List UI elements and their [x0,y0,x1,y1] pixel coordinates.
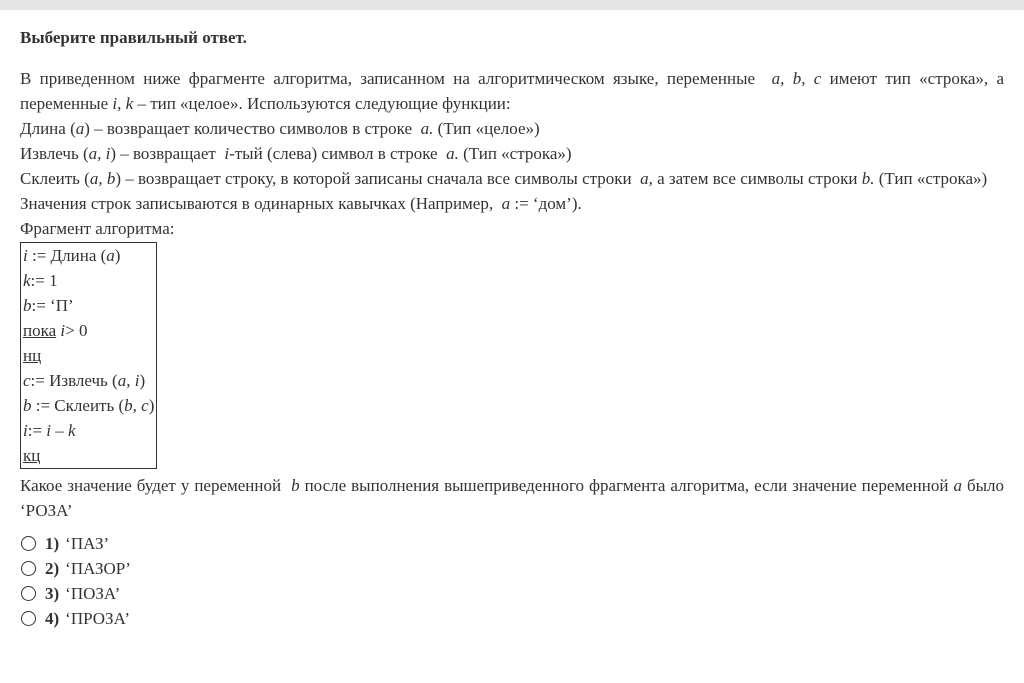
answer-option-2[interactable]: 2) ‘ПАЗОР’ [20,556,1004,581]
function-extract-desc: Извлечь (a, i) – возвращает i-тый (слева) символ в строке a. (Тип «строка») [20,144,572,163]
answer-option-4[interactable]: 4) ‘ПРОЗА’ [20,606,1004,631]
code-line-7: b := Склеить (b, c) [23,396,155,415]
code-line-6: c:= Извлечь (a, i) [23,371,146,390]
question-text: Какое значение будет у переменной b после выполнения вышеприведенного фрагмента алгоритма, если значение переменной a было ‘РОЗА’ [20,476,1004,520]
code-line-3: b:= ‘П’ [23,296,74,315]
code-line-2: k:= 1 [23,271,58,290]
code-line-4: пока i> 0 [23,321,88,340]
radio-button-2[interactable] [21,561,36,576]
algorithm-code-box [20,242,157,469]
code-line-5: нц [23,346,42,365]
question-panel [20,10,1004,631]
function-length-desc: Длина (a) – возвращает количество символов в строке a. (Тип «целое») [20,119,540,138]
code-line-8: i:= i – k [23,421,76,440]
intro-paragraph: В приведенном ниже фрагменте алгоритма, записанном на алгоритмическом языке, переменные a, b, c имеют тип «строка», а переменные i, k – тип «целое». Используются следующие функции: [20,69,1005,113]
top-bar [0,0,1024,10]
option-label-2: ‘ПАЗОР’ [65,558,131,578]
answer-option-3[interactable]: 3) ‘ПОЗА’ [20,581,1004,606]
option-label-1: ‘ПАЗ’ [65,533,110,553]
strings-note: Значения строк записываются в одинарных кавычках (Например, a := ‘дом’). [20,194,582,213]
problem-text [20,66,1004,241]
answer-option-1[interactable]: 1) ‘ПАЗ’ [20,531,1004,556]
fragment-label: Фрагмент алгоритма: [20,219,175,238]
answer-options [20,531,1004,631]
option-label-3: ‘ПОЗА’ [65,583,121,603]
radio-button-1[interactable] [21,536,36,551]
radio-button-3[interactable] [21,586,36,601]
code-line-1: i := Длина (a) [23,246,121,265]
instruction-heading: Выберите правильный ответ. [20,28,247,47]
radio-button-4[interactable] [21,611,36,626]
option-label-4: ‘ПРОЗА’ [65,608,131,628]
code-line-9: кц [23,446,41,465]
function-concat-desc: Склеить (a, b) – возвращает строку, в которой записаны сначала все символы строки a, а затем все символы строки b. (Тип «строка») [20,169,988,188]
